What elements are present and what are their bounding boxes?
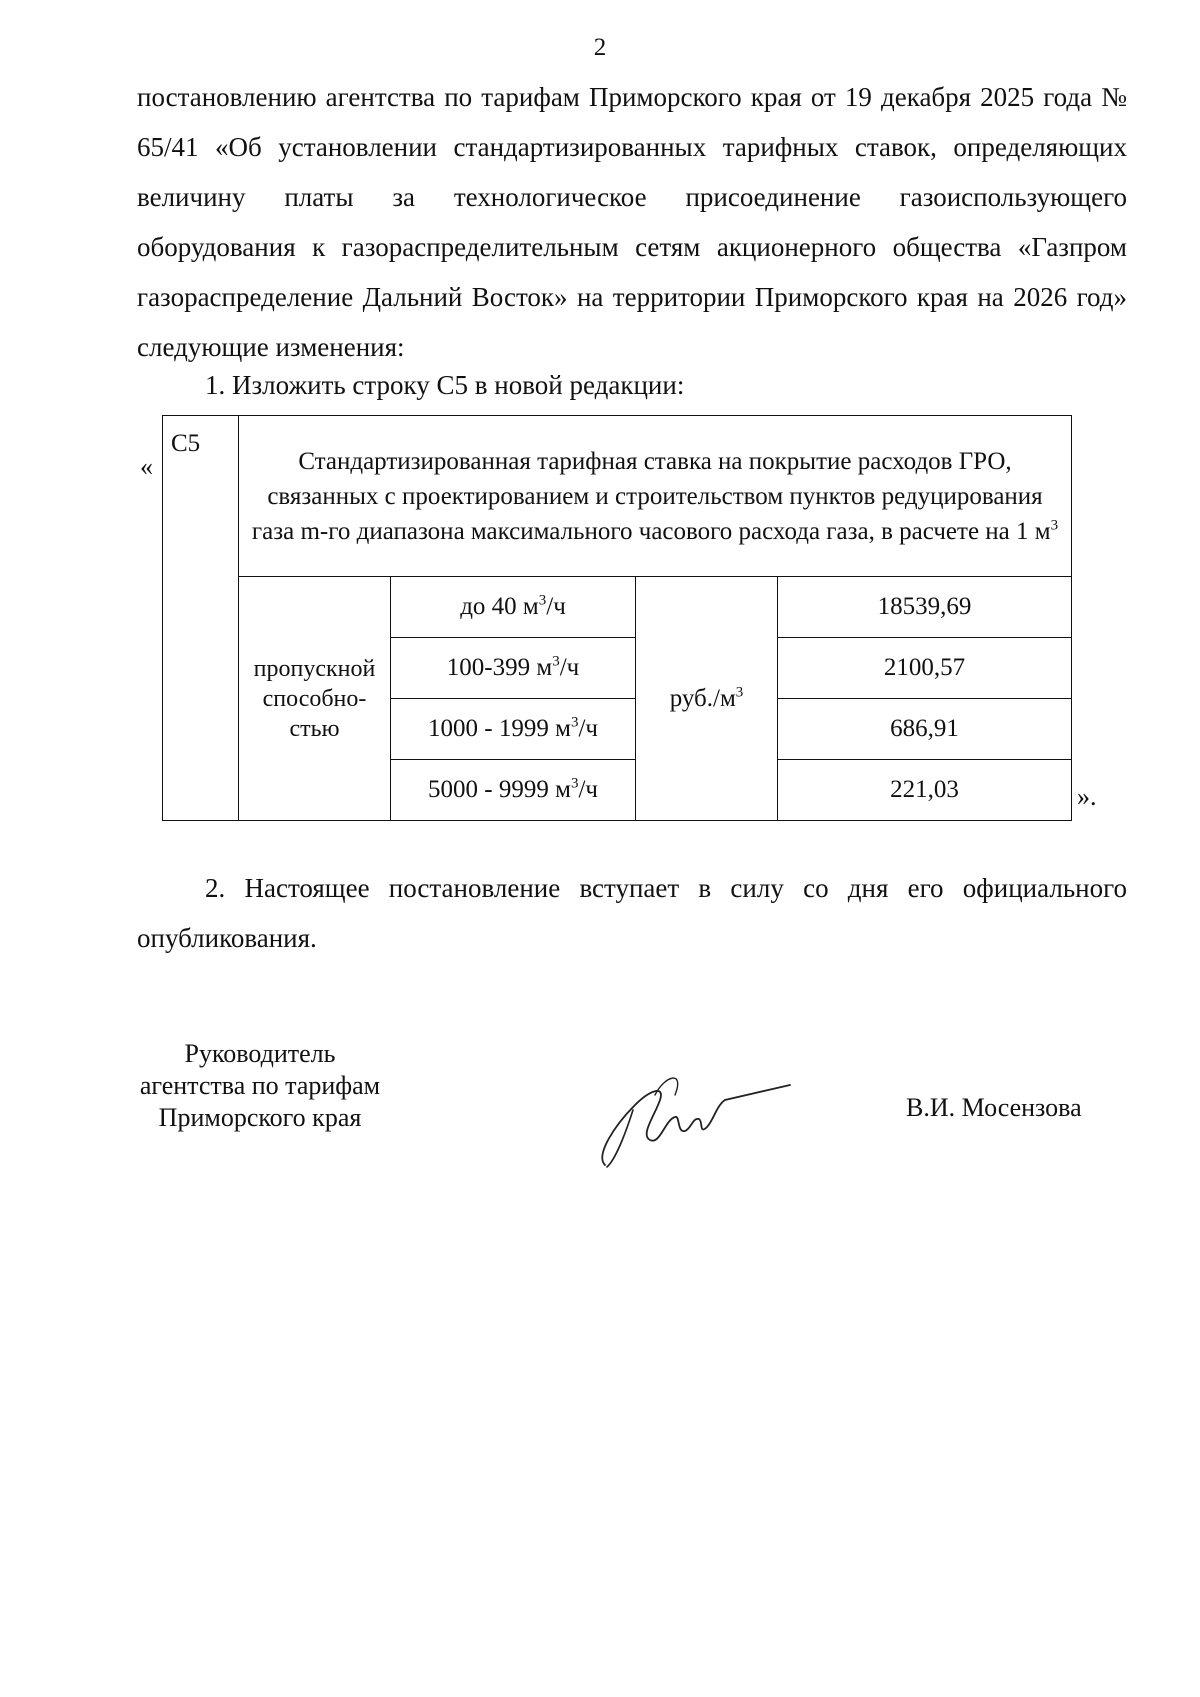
value-cell: 686,91 <box>778 699 1072 760</box>
table-close-quote: ». <box>1077 782 1097 811</box>
table-title: Стандартизированная тарифная ставка на покрытие расходов ГРО, связанных с проектированием и строительством пунктов редуцирования газа m-го диапазона максимального часового расхода газа, в расчете на 1 $м^3$ <box>239 416 1072 577</box>
range-cell: 5000 - 9999 $м^3/ч$ <box>391 760 636 821</box>
range-cell: до 40 $м^3/ч$ <box>391 577 636 638</box>
group-label-line-2: способно- <box>262 685 367 712</box>
value-cell: 221,03 <box>778 760 1072 821</box>
tariff-table <box>162 415 1072 821</box>
signer-name: В.И. Мосензова <box>906 1093 1082 1122</box>
signatory-title <box>115 1038 405 1134</box>
value-cell: 2100,57 <box>778 638 1072 699</box>
signatory-line-3: Приморского края <box>158 1103 362 1132</box>
group-label-line-1: пропускной <box>253 655 376 682</box>
item-2-text: 2. Настоящее постановление вступает в силу со дня его официального опубликования. <box>137 873 1127 953</box>
group-label-line-3: стью <box>289 715 340 742</box>
unit-cell: $руб./м^3$ <box>636 577 778 821</box>
page-number: 2 <box>593 34 607 61</box>
group-label <box>239 577 391 821</box>
signatory-line-1: Руководитель <box>184 1039 336 1068</box>
range-cell: 100-399 $м^3/ч$ <box>391 638 636 699</box>
table-open-quote: « <box>140 452 153 481</box>
intro-paragraph: постановлению агентства по тарифам Приморского края от 19 декабря 2025 года № 65/41 «Об установлении стандартизированных тарифных ставок, определяющих величину платы за технологическое присоединение газоиспользующего оборудования к газораспределительным сетям акционерного общества «Газпром газораспределение Дальний Восток» на территории Приморского края на 2026 год» следующие изменения: <box>137 82 1127 362</box>
range-cell: 1000 - 1999 $м^3/ч$ <box>391 699 636 760</box>
row-code: С5 <box>163 416 239 821</box>
item-1-text: 1. Изложить строку С5 в новой редакции: <box>205 370 685 400</box>
value-cell: 18539,69 <box>778 577 1072 638</box>
signatory-line-2: агентства по тарифам <box>139 1071 381 1100</box>
handwritten-signature <box>595 1065 795 1175</box>
